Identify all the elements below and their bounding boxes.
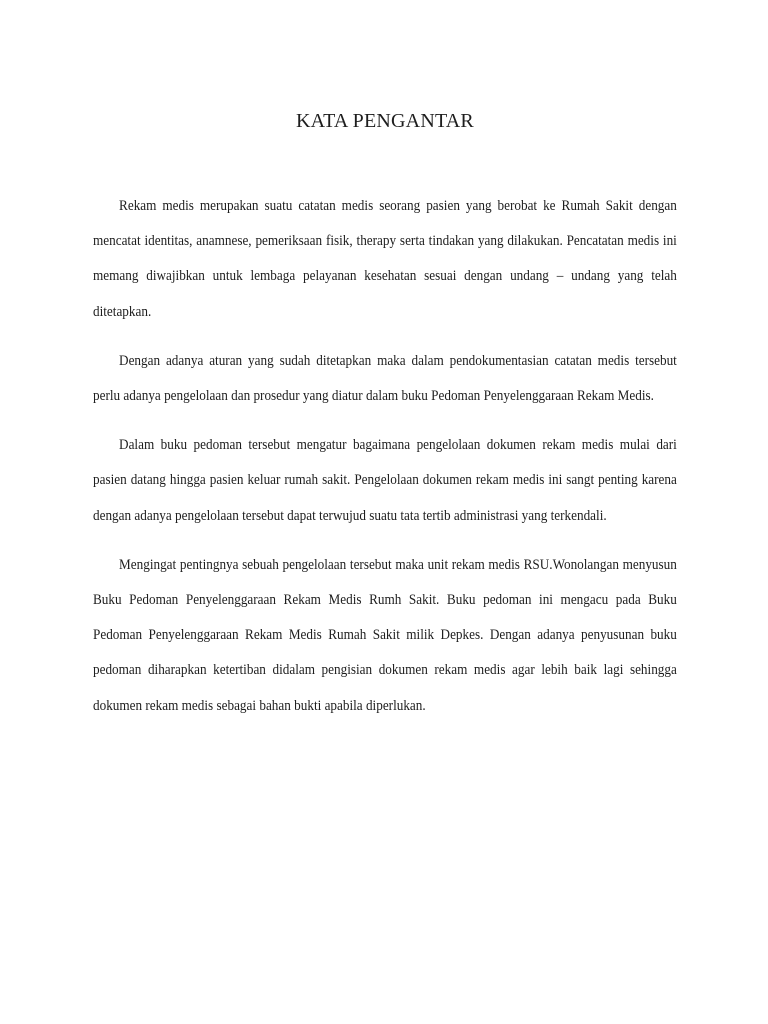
paragraph-2: Dengan adanya aturan yang sudah ditetapkan maka dalam pendokumentasian catatan medis tersebut perlu adanya pengelolaan dan prosedur yang diatur dalam buku Pedoman Penyelenggaraan Rekam Medis. xyxy=(93,352,677,405)
paragraph-3: Dalam buku pedoman tersebut mengatur bagaimana pengelolaan dokumen rekam medis mulai dari pasien datang hingga pasien keluar rumah sakit. Pengelolaan dokumen rekam medis ini sangt penting karena dengan adanya pengelolaan tersebut dapat terwujud suatu tata tertib administrasi yang terkendali. xyxy=(93,437,677,524)
paragraph-4: Mengingat pentingnya sebuah pengelolaan tersebut maka unit rekam medis RSU.Wonolangan menyusun Buku Pedoman Penyelenggaraan Rekam Medis Rumh Sakit. Buku pedoman ini mengacu pada Buku Pedoman Penyelenggaraan Rekam Medis Rumah Sakit milik Depkes. Dengan adanya penyusunan buku pedoman diharapkan ketertiban didalam pengisian dokumen rekam medis agar lebih baik lagi sehingga dokumen rekam medis sebagai bahan bukti apabila diperlukan. xyxy=(93,556,677,714)
document-title: KATA PENGANTAR xyxy=(296,110,474,132)
paragraph-1: Rekam medis merupakan suatu catatan medis seorang pasien yang berobat ke Rumah Sakit dengan mencatat identitas, anamnese, pemeriksaan fisik, therapy serta tindakan yang dilakukan. Pencatatan medis ini memang diwajibkan untuk lembaga pelayanan kesehatan sesuai dengan undang – undang yang telah ditetapkan. xyxy=(93,198,677,320)
